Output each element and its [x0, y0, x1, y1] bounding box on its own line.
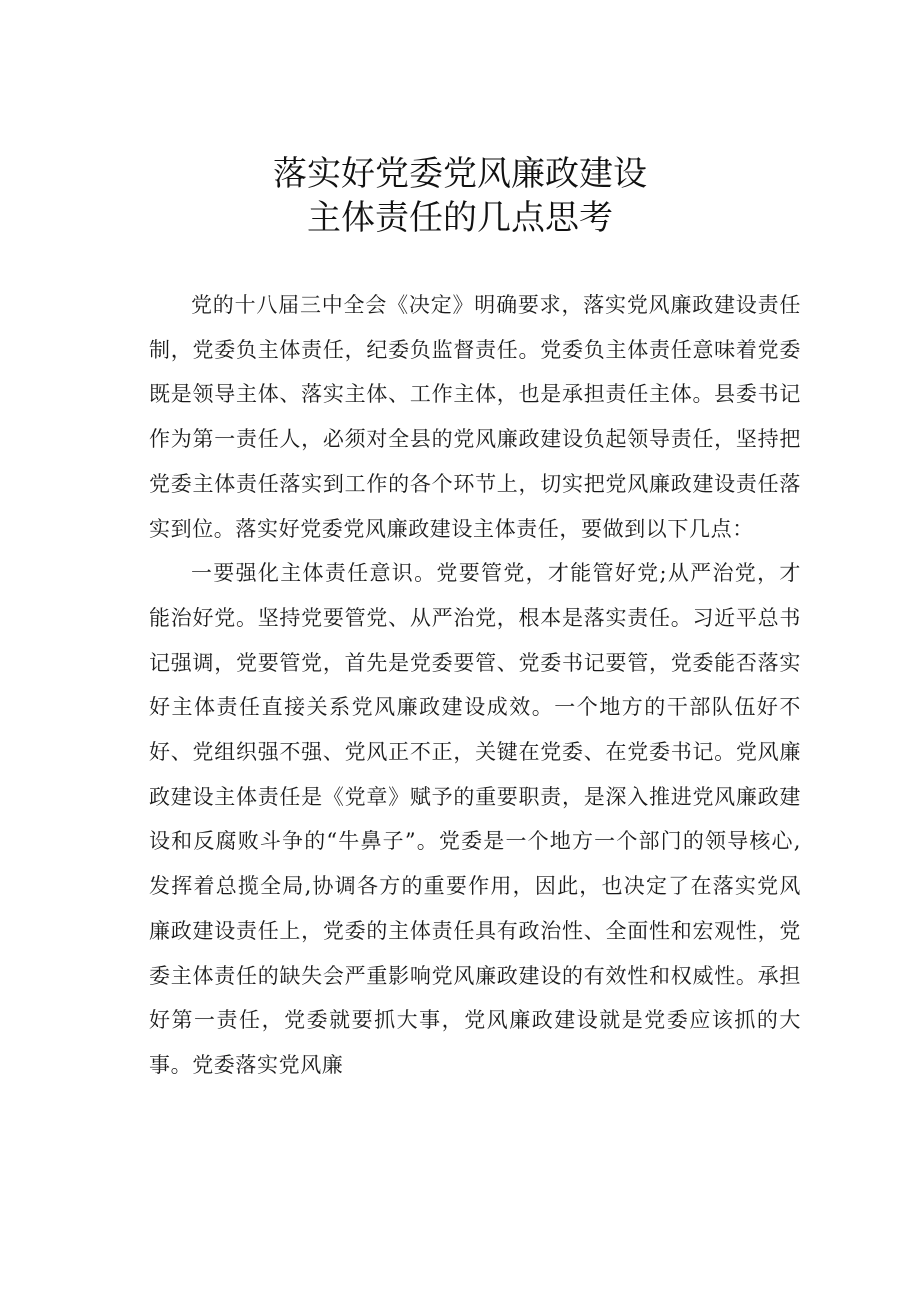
title-line-1: 落实好党委党风廉政建设: [273, 154, 647, 194]
paragraph-2: 一要强化主体责任意识。党要管党，才能管好党;从严治党，才能治好党。坚持党要管党、从严治党，根本是落实责任。习近平总书记强调，党要管党，首先是党委要管、党委书记要管，党委能否落实好主体责任直接关系党风廉政建设成效。一个地方的干部队伍好不好、党组织强不强、党风正不正，关键在党委、在党委书记。党风廉政建设主体责任是《党章》赋予的重要职责，是深入推进党风廉政建设和反腐败斗争的“牛鼻子”。党委是一个地方一个部门的领导核心,发挥着总揽全局,协调各方的重要作用，因此，也决定了在落实党风廉政建设责任上，党委的主体责任具有政治性、全面性和宏观性，党委主体责任的缺失会严重影响党风廉政建设的有效性和权威性。承担好第一责任，党委就要抓大事，党风廉政建设就是党委应该抓的大事。党委落实党风廉: [149, 561, 801, 1077]
title-line-2: 主体责任的几点思考: [307, 198, 613, 238]
document-body: [149, 283, 801, 1088]
paragraph-1: 党的十八届三中全会《决定》明确要求，落实党风廉政建设责任制，党委负主体责任，纪委负监督责任。党委负主体责任意味着党委既是领导主体、落实主体、工作主体，也是承担责任主体。县委书记作为第一责任人，必须对全县的党风廉政建设负起领导责任，坚持把党委主体责任落实到工作的各个环节上，切实把党风廉政建设责任落实到位。落实好党委党风廉政建设主体责任，要做到以下几点：: [149, 293, 801, 541]
document-title: [0, 152, 920, 240]
